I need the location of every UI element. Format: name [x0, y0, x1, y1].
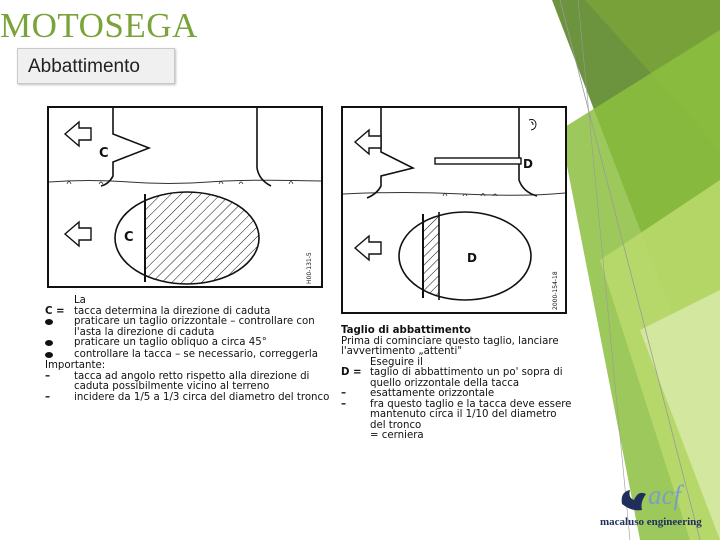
bullet-icon	[45, 340, 53, 346]
list-item: fra questo taglio e la tacca deve essere mantenuto circa il 1/10 del diametro del tronco	[370, 398, 572, 431]
logo-mark-icon	[618, 486, 648, 512]
definition-symbol: C =	[45, 305, 65, 317]
company-logo	[596, 480, 712, 530]
figure-stamp: 2000-154-18	[552, 271, 559, 310]
definition-text: taglio di abbattimento un po' sopra di quello orizzontale della tacca	[370, 367, 563, 389]
bullet-icon	[45, 319, 53, 325]
direction-arrow-icon	[355, 130, 381, 154]
list-item: praticare un taglio orizzontale – controllare con l'asta la direzione di caduta	[74, 316, 315, 338]
hinge-text: = cerniera	[370, 430, 424, 441]
direction-arrow-icon	[65, 222, 91, 246]
subtitle-box	[17, 48, 175, 84]
felling-cut-illustration	[341, 106, 567, 314]
notch-label-bottom: C	[124, 230, 134, 245]
notch-label-top: C	[99, 146, 109, 161]
list-item: esattamente orizzontale	[370, 388, 495, 399]
logo-acf-text: acf	[648, 480, 681, 510]
direction-arrow-icon	[65, 122, 91, 146]
list-item: controllare la tacca – se necessario, correggerla	[74, 348, 318, 360]
figure-stamp: H00-131-5	[306, 252, 313, 284]
slide-title: MOTOSEGA	[0, 6, 198, 45]
bullet-icon	[45, 352, 53, 358]
notch-instructions: La C = tacca determina la direzione di caduta praticare un taglio orizzontale – controllare con l'asta la direzione di caduta praticare un taglio obliquo a circa 45° controllare la tacca – se necessario, correggerla Importante: – tacca ad angolo retto rispetto alla direzione di caduta possibilmente vicino al terreno – incidere da 1/5 a 1/3 circa del diametro del tronco	[45, 295, 330, 403]
list-item: praticare un taglio obliquo a circa 45°	[74, 337, 267, 348]
subtitle-text: Abbattimento	[28, 56, 140, 77]
cut-label-top: D	[523, 157, 533, 171]
list-item: tacca ad angolo retto rispetto alla direzione di caduta possibilmente vicino al terreno	[74, 370, 310, 392]
important-label: Importante:	[45, 360, 106, 371]
exec-label: Eseguire il	[370, 356, 423, 368]
logo-company-name: macaluso engineering	[600, 516, 702, 528]
cut-label-bottom: D	[467, 251, 477, 265]
notch-illustration	[47, 106, 323, 288]
definition-text: tacca determina la direzione di caduta	[74, 305, 271, 317]
list-item: incidere da 1/5 a 1/3 circa del diametro del tronco	[74, 391, 330, 403]
section-heading: Taglio di abbattimento	[341, 325, 471, 336]
intro-text: La	[74, 295, 86, 306]
direction-arrow-icon	[355, 236, 381, 260]
definition-symbol: D =	[341, 367, 362, 378]
intro-text: Prima di cominciare questo taglio, lanciare l'avvertimento „attenti"	[341, 335, 559, 357]
felling-cut-instructions: Taglio di abbattimento Prima di cominciare questo taglio, lanciare l'avvertimento „attenti" Eseguire il D = taglio di abbattimento un po' sopra di quello orizzontale della tacca – esattamente orizzontale – fra questo taglio e la tacca deve essere mantenuto circa il 1/10 del diametro del tronco = cerniera	[341, 325, 572, 441]
